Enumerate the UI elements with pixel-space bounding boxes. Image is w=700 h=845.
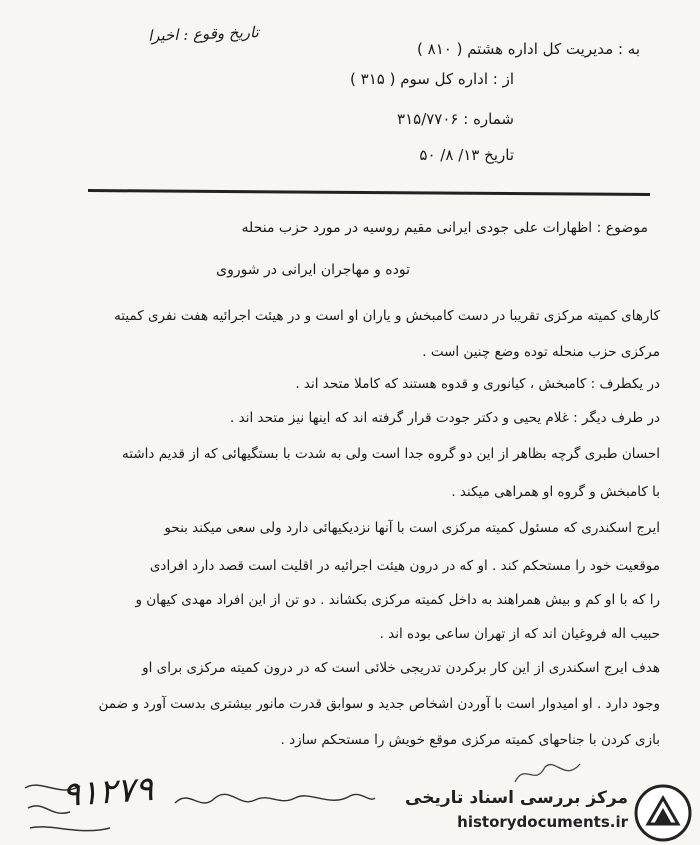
body-line: حبیب اله فروغیان اند که از تهران ساعی بوده اند . [379, 626, 660, 642]
sender-line: از : اداره کل سوم ( ۳۱۵ ) [350, 70, 514, 88]
signature-scribble [170, 778, 380, 818]
body-line: را که با او کم و بیش همراهند به داخل کمیته مرکزی بکشاند . دو تن از این افراد مهدی کیهان و [135, 592, 660, 608]
body-line: ایرج اسکندری که مسئول کمیته مرکزی است با آنها نزدیکیهائی دارد ولی سعی میکند بنحو [164, 520, 660, 536]
reference-number: شماره : ۳۱۵/۷۷۰۶ [397, 110, 514, 128]
subject-line-2: توده و مهاجران ایرانی در شوروی [216, 262, 410, 278]
body-line: با کامبخش و گروه او همراهی میکند . [451, 484, 660, 500]
watermark-title: مرکز بررسی اسناد تاریخی [405, 788, 628, 808]
header-divider [88, 189, 650, 196]
body-line: مرکزی حزب منحله توده وضع چنین است . [422, 344, 660, 360]
date-of-occurrence: تاریخ وقوع : اخیرا [147, 23, 260, 45]
watermark-url: historydocuments.ir [457, 813, 628, 831]
body-line: احسان طبری گرچه بظاهر از این دو گروه جدا است ولی به شدت با بستگیهائی که از قدیم داشته [122, 446, 660, 462]
recipient-line: به : مدیریت کل اداره هشتم ( ۸۱۰ ) [417, 40, 640, 58]
body-line: کارهای کمیته مرکزی تقریبا در دست کامبخش و یاران او است و در هیئت اجرائیه هفت نفری کمیته [114, 308, 660, 324]
archive-number: ۹۱۲۷۹ [60, 768, 155, 816]
body-line: موقعیت خود را مستحکم کند . او که در درون هیئت اجرائیه در اقلیت است قصد دارد افرادی [149, 558, 660, 574]
body-line: در یکطرف : کامبخش ، کیانوری و قدوه هستند که کاملا متحد اند . [295, 376, 660, 392]
body-line: بازی کردن با جناحهای کمیته مرکزی موقع خویش را مستحکم سازد . [280, 732, 660, 748]
body-line: وجود دارد . او امیدوار است با آوردن اشخاص جدید و سوابق قدرت مانور بیشتری بدست آورد و ضمن [98, 696, 660, 712]
archive-logo-icon [634, 784, 692, 842]
subject-line-1: موضوع : اظهارات علی جودی ایرانی مقیم روسیه در مورد حزب منحله [241, 220, 648, 236]
body-line: هدف ایرج اسکندری از این کار برکردن تدریجی خلائی است که در درون کمیته مرکزی برای او [142, 660, 660, 676]
letter-date: تاریخ ۱۳/ ۸/ ۵۰ [419, 146, 514, 164]
initials-scribble [510, 752, 590, 792]
body-line: در طرف دیگر : غلام یحیی و دکتر جودت قرار گرفته اند که اینها نیز متحد اند . [230, 410, 660, 426]
